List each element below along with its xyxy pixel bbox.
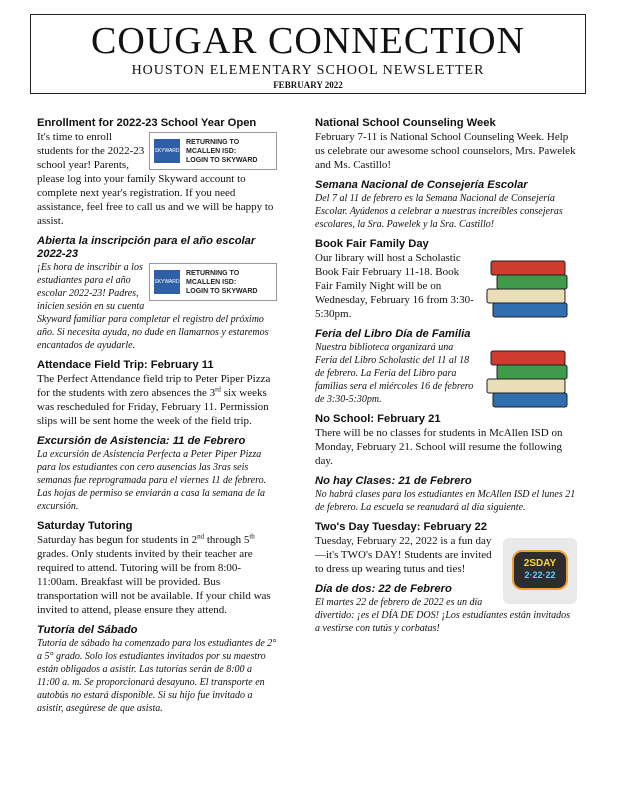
no-school-section	[315, 413, 577, 468]
skyward-login-graphic	[149, 132, 277, 170]
tutoring-section	[37, 520, 277, 617]
left-column	[37, 117, 277, 722]
no-school-title-es: No hay Clases: 21 de Febrero	[315, 475, 472, 487]
enrollment-section	[37, 117, 277, 228]
skyward-logo: SKYWARD	[154, 139, 180, 163]
newsletter-date: FEBRUARY 2022	[273, 80, 343, 90]
enrollment-title-es: Abierta la inscripción para el año escolar 2022-23	[37, 235, 256, 260]
field-trip-title: Attendace Field Trip: February 11	[37, 359, 214, 371]
book-fair-section-es	[315, 328, 577, 406]
book-fair-section	[315, 238, 577, 321]
enrollment-title: Enrollment for 2022-23 School Year Open	[37, 117, 257, 129]
tutoring-section-es	[37, 624, 277, 715]
field-trip-body-es: La excursión de Asistencia Perfecta a Peter Piper Pizza para los estudiantes con cero ausencias las 3ras seis semanas fue reprogramada para el viernes 11 de febrero. Las hojas de permiso se enviarán a casa la semana de la excursión.	[37, 449, 267, 512]
counseling-title-es: Semana Nacional de Consejería Escolar	[315, 179, 528, 191]
right-column	[315, 117, 577, 642]
book-stack-icon	[483, 253, 577, 321]
counseling-title: National School Counseling Week	[315, 117, 496, 129]
book-stack-icon	[483, 343, 577, 411]
tutoring-title: Saturday Tutoring	[37, 520, 133, 532]
book-fair-body: Our library will host a Scholastic Book Fair February 11-18. Book Fair Family Night will be on Wednesday, February 16 from 3:30-5:30pm.	[315, 252, 474, 320]
no-school-body: There will be no classes for students in McAllen ISD on Monday, February 21. School will resume the following day.	[315, 427, 563, 467]
book-fair-title: Book Fair Family Day	[315, 238, 429, 250]
enrollment-body: It's time to enroll students for the 2022-23 school year! Parents, please log into your family Skyward account to complete next year's registration. If you need assistance, feel free to call us and we will be happy to assist.	[37, 131, 274, 227]
skyward-badge-text: RETURNING TO MCALLEN ISD: LOGIN TO SKYWARD	[186, 139, 258, 164]
counseling-body: February 7-11 is National School Counseling Week. Help us celebrate our awesome school counselors, Mrs. Pawelek and Ms. Castillo!	[315, 131, 576, 171]
tutoring-title-es: Tutoría del Sábado	[37, 624, 138, 636]
skyward-login-graphic-es	[149, 263, 277, 301]
skyward-badge-text: RETURNING TO MCALLEN ISD: LOGIN TO SKYWARD	[186, 270, 258, 295]
counseling-body-es: Del 7 al 11 de febrero es la Semana Nacional de Consejería Escolar. Ayúdenos a celebrar a nuestras increíbles consejeras escolares, la Sra. Pawelek y la Sra. Castillo!	[315, 193, 563, 230]
twos-badge-line2: 2·22·22	[524, 570, 556, 580]
field-trip-section	[37, 359, 277, 428]
twos-day-title-es: Día de dos: 22 de Febrero	[315, 583, 452, 595]
tutoring-body-es: Tutoría de sábado ha comenzado para los estudiantes de 2° a 5° grado. Solo los estudiantes invitados por su maestro están obligados a asistir. Las tutorías serán de 8:00 a 11:00 a. m. Se proporcionará desayuno. El transporte en autobús no estará disponible. Si su hijo fue invitado a asistir, asegúrese de que asista.	[37, 638, 277, 714]
no-school-section-es	[315, 475, 577, 514]
twos-badge-line1: 2SDAY	[523, 558, 557, 569]
counseling-section	[315, 117, 577, 172]
no-school-title: No School: February 21	[315, 413, 441, 425]
newsletter-subtitle: HOUSTON ELEMENTARY SCHOOL NEWSLETTER	[131, 63, 485, 78]
twos-day-title: Two's Day Tuesday: February 22	[315, 521, 487, 533]
no-school-body-es: No habrá clases para los estudiantes en McAllen ISD el lunes 21 de febrero. La escuela se reanudará al día siguiente.	[315, 489, 576, 513]
twos-day-badge	[503, 538, 577, 604]
counseling-section-es	[315, 179, 577, 231]
enrollment-section-es	[37, 235, 277, 352]
masthead	[30, 14, 586, 94]
book-fair-body-es: Nuestra biblioteca organizará una Feria del Libro Scholastic del 11 al 18 de febrero. La Feria del Libro para familias sera el miércoles 16 de febrero de 3:30-5:30pm.	[315, 342, 474, 405]
twos-day-body: Tuesday, February 22, 2022 is a fun day—it's TWO's DAY! Students are invited to dress up wearing tutus and ties!	[315, 535, 492, 575]
field-trip-title-es: Excursión de Asistencia: 11 de Febrero	[37, 435, 246, 447]
twos-day-section	[315, 521, 577, 580]
tutoring-body: Saturday has begun for students in 2nd through 5th grades. Only students invited by their teacher are required to attend. Tutoring will be from 8:00-11:00am. Breakfast will be provided. Bus transportation will not be available. If your child was invited to attend, please ensure they attend.	[37, 532, 271, 616]
enrollment-body-es: ¡Es hora de inscribir a los estudiantes para el año escolar 2022-23! Padres, inicien sesión en su cuenta Skyward familiar para completar el registro del próximo año. Si necesita ayuda, no dude en llamarnos y estaremos encantados de ayudarle.	[37, 262, 269, 351]
field-trip-body: The Perfect Attendance field trip to Peter Piper Pizza for the students with zero absences the 3rd six weeks was rescheduled for Friday, February 11. Permission slips will be sent home the week of the field trip.	[37, 373, 271, 427]
field-trip-section-es	[37, 435, 277, 513]
book-fair-title-es: Feria del Libro Día de Familia	[315, 328, 471, 340]
twos-day-body-es: El martes 22 de febrero de 2022 es un día divertido: ¡es el DÍA DE DOS! ¡Los estudiantes están invitados a vestirse con tutús y corbatas!	[315, 597, 571, 634]
newsletter-title: COUGAR CONNECTION	[91, 20, 525, 62]
skyward-logo: SKYWARD	[154, 270, 180, 294]
